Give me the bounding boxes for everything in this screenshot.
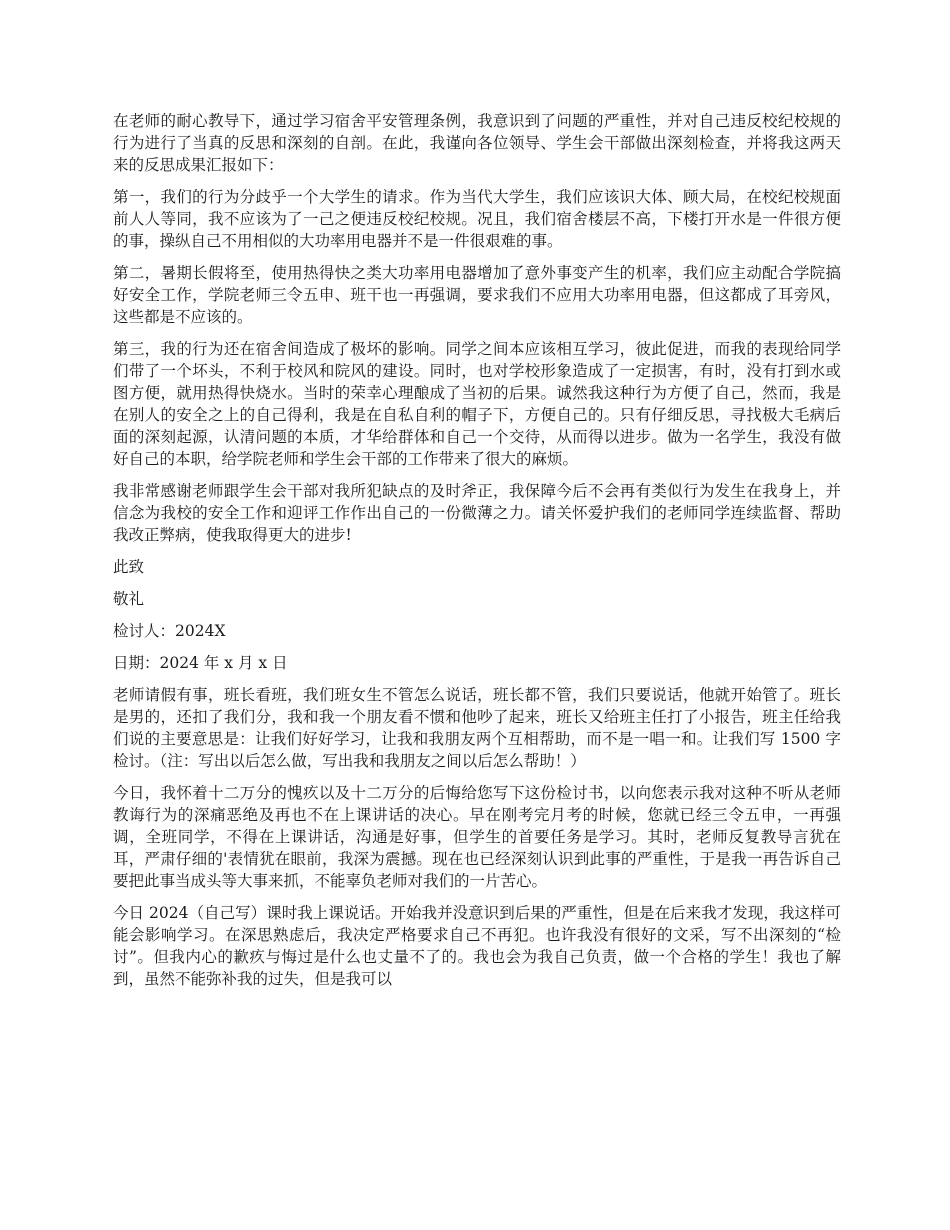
paragraph-first-point: 第一，我们的行为分歧乎一个大学生的请求。作为当代大学生，我们应该识大体、顾大局，在校纪校规面前人人等同，我不应该为了一己之便违反校纪校规。况且，我们宿舍楼层不高，下楼打开水是一件很方便的事，操纵自己不用相似的大功率用电器并不是一件很艰难的事。 (113, 188, 841, 250)
paragraph-apology: 今日，我怀着十二万分的愧疚以及十二万分的后悔给您写下这份检讨书，以向您表示我对这种不听从老师教诲行为的深痛恶绝及再也不在上课讲话的决心。早在刚考完月考的时候，您就已经三令五申，一再强调，全班同学，不得在上课讲话，沟通是好事，但学生的首要任务是学习。其时，老师反复教导言犹在耳，严肃仔细的'表情犹在眼前，我深为震撼。现在也已经深刻认识到此事的严重性，于是我一再告诉自己要把此事当成头等大事来抓，不能辜负老师对我们的一片苦心。 (113, 784, 841, 890)
document-page (113, 110, 841, 1000)
signature-line: 检讨人：2024X (113, 622, 226, 640)
closing-salutation: 此致 (113, 558, 145, 576)
paragraph-intro: 在老师的耐心教导下，通过学习宿舍平安管理条例，我意识到了问题的严重性，并对自己违反校纪校规的行为进行了当真的反思和深刻的自剖。在此，我谨向各位领导、学生会干部做出深刻检查，并将我这两天来的反思成果汇报如下： (113, 112, 841, 174)
paragraph-third-point: 第三，我的行为还在宿舍间造成了极坏的影响。同学之间本应该相互学习，彼此促进，而我的表现给同学们带了一个坏头，不利于校风和院风的建设。同时，也对学校形象造成了一定损害，有时，没有打到水或图方便，就用热得快烧水。当时的荣幸心理酿成了当初的后果。诚然我这种行为方便了自己，然而，我是在别人的安全之上的自己得利，我是在自私自利的帽子下，方便自己的。只有仔细反思，寻找极大毛病后面的深刻起源，认清问题的本质，才华给群体和自己一个交待，从而得以进步。做为一名学生，我没有做好自己的本职，给学院老师和学生会干部的工作带来了很大的麻烦。 (113, 340, 841, 468)
closing-regards: 敬礼 (113, 590, 145, 608)
paragraph-gratitude: 我非常感谢老师跟学生会干部对我所犯缺点的及时斧正，我保障今后不会再有类似行为发生在我身上，并信念为我校的安全工作和迎评工作作出自己的一份微薄之力。请关怀爱护我们的老师同学连续监督、帮助我改正弊病，使我取得更大的进步! (113, 482, 841, 544)
date-line: 日期：2024 年 x 月 x 日 (113, 654, 288, 672)
paragraph-reflection: 今日 2024（自己写）课时我上课说话。开始我并没意识到后果的严重性，但是在后来我才发现，我这样可能会影响学习。在深思熟虑后，我决定严格要求自己不再犯。也许我没有很好的文采，写不出深刻的“检讨”。但我内心的歉疚与悔过是什么也丈量不了的。我也会为我自己负责，做一个合格的学生！我也了解到，虽然不能弥补我的过失，但是我可以 (113, 904, 841, 988)
paragraph-second-point: 第二，暑期长假将至，使用热得快之类大功率用电器增加了意外事变产生的机率，我们应主动配合学院搞好安全工作，学院老师三令五申、班干也一再强调，要求我们不应用大功率用电器，但这都成了耳旁风，这些都是不应该的。 (113, 264, 841, 326)
paragraph-background: 老师请假有事，班长看班，我们班女生不管怎么说话，班长都不管，我们只要说话，他就开始管了。班长是男的，还扣了我们分，我和我一个朋友看不惯和他吵了起来，班长又给班主任打了小报告，班主任给我们说的主要意思是：让我们好好学习，让我和我朋友两个互相帮助，而不是一唱一和。让我们写 1500 字检讨。（注：写出以后怎么做，写出我和我朋友之间以后怎么帮助！） (113, 686, 841, 770)
